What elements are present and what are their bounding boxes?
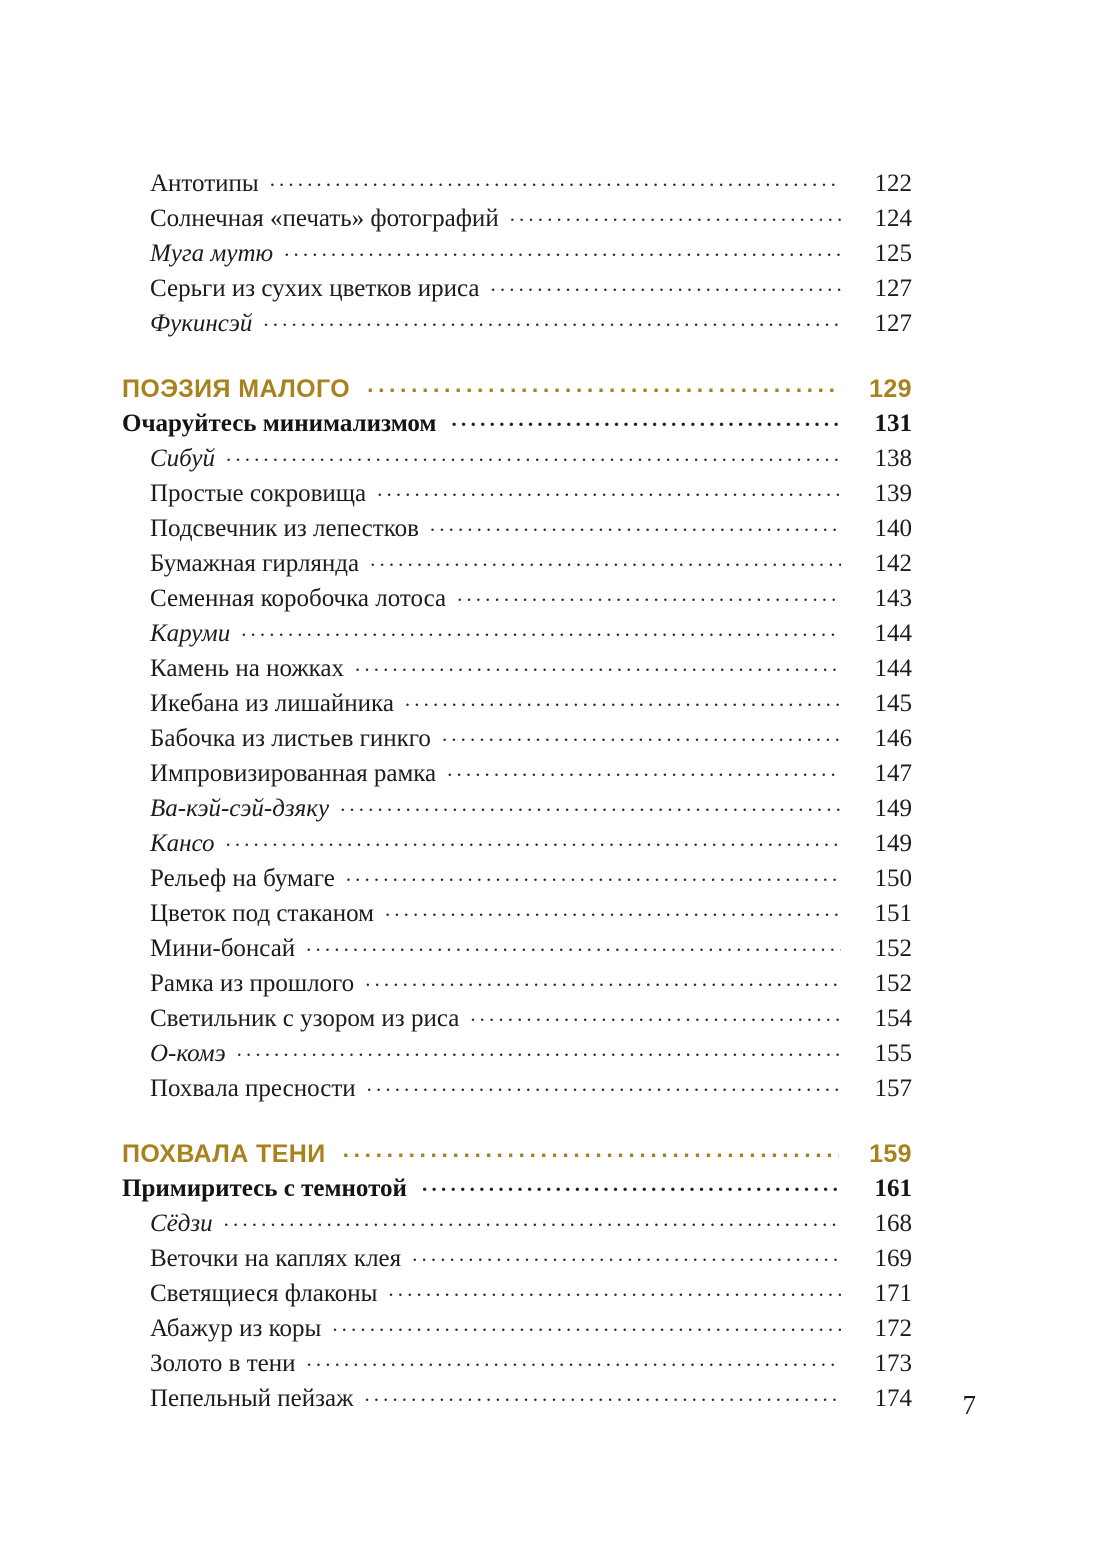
toc-row[interactable] [122, 546, 912, 581]
toc-entry-title: Абажур из коры [150, 1315, 322, 1342]
toc-entry-title: О-комэ [150, 1040, 226, 1067]
toc-row[interactable] [122, 756, 912, 791]
toc-row[interactable] [122, 721, 912, 756]
dot-leader [340, 791, 841, 816]
toc-row[interactable] [122, 931, 912, 966]
toc-entry-title: Примиритесь с темнотой [122, 1175, 407, 1202]
toc-entry-title: Фукинсэй [150, 310, 253, 337]
dot-leader [307, 1346, 841, 1371]
toc-entry-title: Веточки на каплях клея [150, 1245, 402, 1272]
table-of-contents [122, 166, 912, 1416]
dot-leader [364, 1381, 841, 1406]
dot-leader [332, 1311, 841, 1336]
toc-row[interactable] [122, 1311, 912, 1346]
toc-entry-title: Кансо [150, 830, 215, 857]
toc-entry-page-number: 142 [874, 550, 912, 577]
toc-row[interactable] [122, 686, 912, 721]
toc-entry-page-number: 174 [874, 1385, 912, 1412]
toc-row[interactable] [122, 791, 912, 826]
toc-entry-title: Сибуй [150, 445, 216, 472]
toc-row[interactable] [122, 651, 912, 686]
toc-entry-title: Золото в тени [150, 1350, 296, 1377]
toc-row[interactable] [122, 616, 912, 651]
toc-entry-title: Сёдзи [150, 1210, 213, 1237]
toc-entry-page-number: 145 [874, 690, 912, 717]
toc-row[interactable] [122, 441, 912, 476]
toc-entry-title: Импровизированная рамка [150, 760, 437, 787]
toc-entry-page-number: 157 [874, 1075, 912, 1102]
toc-entry-title: Простые сокровища [150, 480, 367, 507]
toc-entry-page-number: 144 [874, 655, 912, 682]
toc-row[interactable] [122, 236, 912, 271]
toc-entry-title: Цветок под стаканом [150, 900, 374, 927]
toc-row[interactable] [122, 1171, 912, 1206]
toc-entry-page-number: 168 [874, 1210, 912, 1237]
dot-leader [367, 372, 839, 397]
toc-entry-title: Бабочка из листьев гинкго [150, 725, 431, 752]
dot-leader [385, 896, 841, 921]
toc-entry-title: Антотипы [150, 170, 259, 197]
toc-entry-page-number: 139 [874, 480, 912, 507]
toc-entry-page-number: 143 [874, 585, 912, 612]
toc-row[interactable] [122, 306, 912, 341]
toc-entry-page-number: 155 [874, 1040, 912, 1067]
toc-entry-page-number: 159 [869, 1140, 912, 1168]
toc-entry-page-number: 150 [874, 865, 912, 892]
toc-entry-title: Ва-кэй-сэй-дзяку [150, 795, 330, 822]
toc-entry-title: Похвала пресности [150, 1075, 356, 1102]
toc-row[interactable] [122, 1206, 912, 1241]
dot-leader [263, 306, 841, 331]
dot-leader [365, 966, 841, 991]
toc-entry-page-number: 149 [874, 830, 912, 857]
dot-leader [370, 546, 841, 571]
toc-row[interactable] [122, 1036, 912, 1071]
toc-entry-title: Солнечная «печать» фотографий [150, 205, 499, 232]
dot-leader [377, 476, 841, 501]
dot-leader [470, 1001, 841, 1026]
toc-entry-title: Пепельный пейзаж [150, 1385, 354, 1412]
toc-row[interactable] [122, 166, 912, 201]
toc-entry-page-number: 138 [874, 445, 912, 472]
toc-entry-page-number: 151 [874, 900, 912, 927]
dot-leader [412, 1241, 841, 1266]
toc-row[interactable] [122, 1071, 912, 1106]
dot-leader [457, 581, 841, 606]
dot-leader [241, 616, 841, 641]
dot-leader [346, 861, 841, 886]
dot-leader [284, 236, 841, 261]
toc-entry-page-number: 125 [874, 240, 912, 267]
toc-entry-page-number: 161 [874, 1175, 912, 1202]
toc-entry-page-number: 152 [874, 935, 912, 962]
toc-entry-title: ПОЭЗИЯ МАЛОГО [122, 375, 351, 403]
toc-row[interactable] [122, 1381, 912, 1416]
toc-row[interactable] [122, 1137, 912, 1171]
dot-leader [388, 1276, 841, 1301]
toc-entry-page-number: 124 [874, 205, 912, 232]
dot-leader [343, 1137, 839, 1162]
dot-leader [270, 166, 841, 191]
toc-row[interactable] [122, 581, 912, 616]
toc-entry-page-number: 146 [874, 725, 912, 752]
toc-row[interactable] [122, 406, 912, 441]
dot-leader [491, 271, 841, 296]
page-folio: 7 [962, 1390, 976, 1420]
toc-row[interactable] [122, 896, 912, 931]
toc-entry-page-number: 171 [874, 1280, 912, 1307]
toc-entry-page-number: 169 [874, 1245, 912, 1272]
dot-leader [405, 686, 841, 711]
toc-entry-page-number: 154 [874, 1005, 912, 1032]
dot-leader [306, 931, 841, 956]
toc-entry-page-number: 144 [874, 620, 912, 647]
toc-entry-page-number: 127 [874, 310, 912, 337]
toc-row[interactable] [122, 966, 912, 1001]
toc-entry-page-number: 152 [874, 970, 912, 997]
toc-row[interactable] [122, 861, 912, 896]
toc-row[interactable] [122, 271, 912, 306]
dot-leader [451, 406, 841, 431]
toc-entry-page-number: 173 [874, 1350, 912, 1377]
toc-entry-title: Рельеф на бумаге [150, 865, 335, 892]
toc-row[interactable] [122, 1276, 912, 1311]
toc-entry-page-number: 147 [874, 760, 912, 787]
toc-entry-title: Рамка из прошлого [150, 970, 355, 997]
dot-leader [226, 441, 841, 466]
dot-leader [355, 651, 841, 676]
toc-entry-title: Светящиеся флаконы [150, 1280, 378, 1307]
toc-entry-page-number: 122 [874, 170, 912, 197]
dot-leader [224, 1206, 841, 1231]
dot-leader [442, 721, 841, 746]
toc-row[interactable] [122, 372, 912, 406]
toc-entry-page-number: 129 [869, 375, 912, 403]
toc-entry-title: Мини-бонсай [150, 935, 296, 962]
toc-entry-title: Икебана из лишайника [150, 690, 394, 717]
toc-entry-title: Бумажная гирлянда [150, 550, 360, 577]
toc-entry-title: Очаруйтесь минимализмом [122, 410, 437, 437]
toc-row[interactable] [122, 1346, 912, 1381]
toc-row[interactable] [122, 826, 912, 861]
toc-entry-title: ПОХВАЛА ТЕНИ [122, 1140, 326, 1168]
dot-leader [422, 1171, 841, 1196]
toc-entry-page-number: 127 [874, 275, 912, 302]
dot-leader [225, 826, 841, 851]
toc-row[interactable] [122, 511, 912, 546]
toc-row[interactable] [122, 476, 912, 511]
toc-entry-title: Семенная коробочка лотоса [150, 585, 447, 612]
toc-entry-title: Муга мутю [150, 240, 274, 267]
toc-row[interactable] [122, 1001, 912, 1036]
toc-entry-title: Камень на ножках [150, 655, 345, 682]
dot-leader [430, 511, 841, 536]
toc-row[interactable] [122, 1241, 912, 1276]
toc-entry-title: Подсвечник из лепестков [150, 515, 419, 542]
dot-leader [367, 1071, 841, 1096]
toc-entry-page-number: 149 [874, 795, 912, 822]
toc-entry-page-number: 140 [874, 515, 912, 542]
toc-entry-page-number: 131 [874, 410, 912, 437]
toc-entry-page-number: 172 [874, 1315, 912, 1342]
dot-leader [447, 756, 841, 781]
toc-entry-title: Серьги из сухих цветков ириса [150, 275, 480, 302]
toc-entry-title: Каруми [150, 620, 231, 647]
toc-entry-title: Светильник с узором из риса [150, 1005, 460, 1032]
toc-row[interactable] [122, 201, 912, 236]
dot-leader [237, 1036, 841, 1061]
dot-leader [510, 201, 841, 226]
